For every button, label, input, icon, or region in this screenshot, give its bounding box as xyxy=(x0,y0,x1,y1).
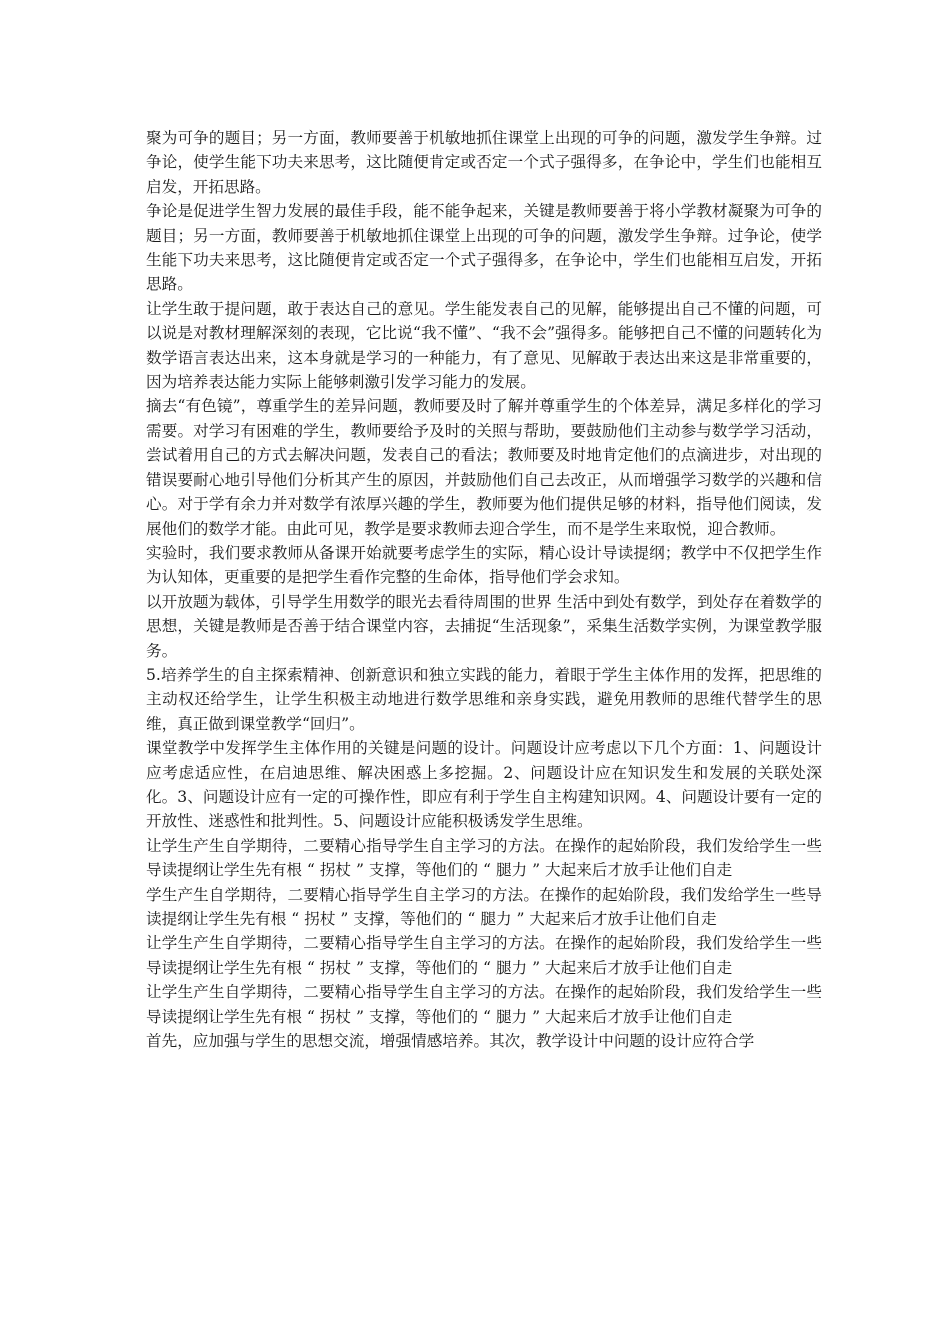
paragraph-7: 5.培养学生的自主探索精神、创新意识和独立实践的能力，着眼于学生主体作用的发挥，把思维的主动权还给学生，让学生积极主动地进行数学思维和亲身实践，避免用教师的思维代替学生的思维，真正做到课堂教学“回归”。 xyxy=(146,665,822,733)
paragraph-12: 让学生产生自学期待，二要精心指导学生自主学习的方法。在操作的起始阶段，我们发给学生一些导读提纲让学生先有根 “ 拐杖 ” 支撑，等他们的 “ 腿力 ” 大起来后才放手让他们自走 xyxy=(146,983,822,1026)
paragraph-1: 聚为可争的题目；另一方面，教师要善于机敏地抓住课堂上出现的可争的问题，激发学生争辩。过争论，使学生能下功夫来思考，这比随便肯定或否定一个式子强得多，在争论中，学生们也能相互启发，开拓思路。 xyxy=(146,129,822,196)
paragraph-5: 实验时，我们要求教师从备课开始就要考虑学生的实际，精心设计导读提纲；教学中不仅把学生作为认知体，更重要的是把学生看作完整的生命体，指导他们学会求知。 xyxy=(146,543,822,587)
document-body xyxy=(146,126,822,1053)
paragraph-6: 以开放题为载体，引导学生用数学的眼光去看待周围的世界 生活中到处有数学，到处存在着数学的思想，关键是教师是否善于结合课堂内容，去捕捉“生活现象”，采集生活数学实例，为课堂教学服务。 xyxy=(146,592,822,660)
paragraph-4: 摘去“有色镜”，尊重学生的差异问题，教师要及时了解并尊重学生的个体差异，满足多样化的学习需要。对学习有困难的学生，教师要给予及时的关照与帮助，要鼓励他们主动参与数学学习活动，尝试着用自己的方式去解决问题，发表自己的看法；教师要及时地肯定他们的点滴进步，对出现的错误要耐心地引导他们分析其产生的原因，并鼓励他们自己去改正，从而增强学习数学的兴趣和信心。对于学有余力并对数学有浓厚兴趣的学生，教师要为他们提供足够的材料，指导他们阅读，发展他们的数学才能。由此可见，教学是要求教师去迎合学生，而不是学生来取悦，迎合教师。 xyxy=(146,397,822,538)
paragraph-13: 首先，应加强与学生的思想交流，增强情感培养。其次，教学设计中问题的设计应符合学 xyxy=(146,1032,755,1051)
paragraph-10: 学生产生自学期待，二要精心指导学生自主学习的方法。在操作的起始阶段，我们发给学生一些导读提纲让学生先有根 “ 拐杖 ” 支撑，等他们的 “ 腿力 ” 大起来后才放手让他们自走 xyxy=(146,885,822,928)
paragraph-3: 让学生敢于提问题，敢于表达自己的意见。学生能发表自己的见解，能够提出自己不懂的问题，可以说是对教材理解深刻的表现，它比说“我不懂”、“我不会”强得多。能够把自己不懂的问题转化为数学语言表达出来，这本身就是学习的一种能力，有了意见、见解敢于表达出来这是非常重要的，因为培养表达能力实际上能够刺激引发学习能力的发展。 xyxy=(146,299,822,392)
paragraph-2: 争论是促进学生智力发展的最佳手段，能不能争起来，关键是教师要善于将小学教材凝聚为可争的题目；另一方面，教师要善于机敏地抓住课堂上出现的可争的问题，激发学生争辩。过争论，使学生能下功夫来思考，这比随便肯定或否定一个式子强得多，在争论中，学生们也能相互启发，开拓思路。 xyxy=(146,202,822,294)
paragraph-11: 让学生产生自学期待，二要精心指导学生自主学习的方法。在操作的起始阶段，我们发给学生一些导读提纲让学生先有根 “ 拐杖 ” 支撑，等他们的 “ 腿力 ” 大起来后才放手让他们自走 xyxy=(146,934,822,977)
paragraph-8: 课堂教学中发挥学生主体作用的关键是问题的设计。问题设计应考虑以下几个方面：1、问题设计应考虑适应性，在启迪思维、解决困惑上多挖掘。2、问题设计应在知识发生和发展的关联处深化。3、问题设计应有一定的可操作性，即应有利于学生自主构建知识网。4、问题设计要有一定的开放性、迷惑性和批判性。5、问题设计应能积极诱发学生思维。 xyxy=(146,739,822,831)
paragraph-9: 让学生产生自学期待，二要精心指导学生自主学习的方法。在操作的起始阶段，我们发给学生一些导读提纲让学生先有根 “ 拐杖 ” 支撑，等他们的 “ 腿力 ” 大起来后才放手让他们自走 xyxy=(146,836,822,880)
